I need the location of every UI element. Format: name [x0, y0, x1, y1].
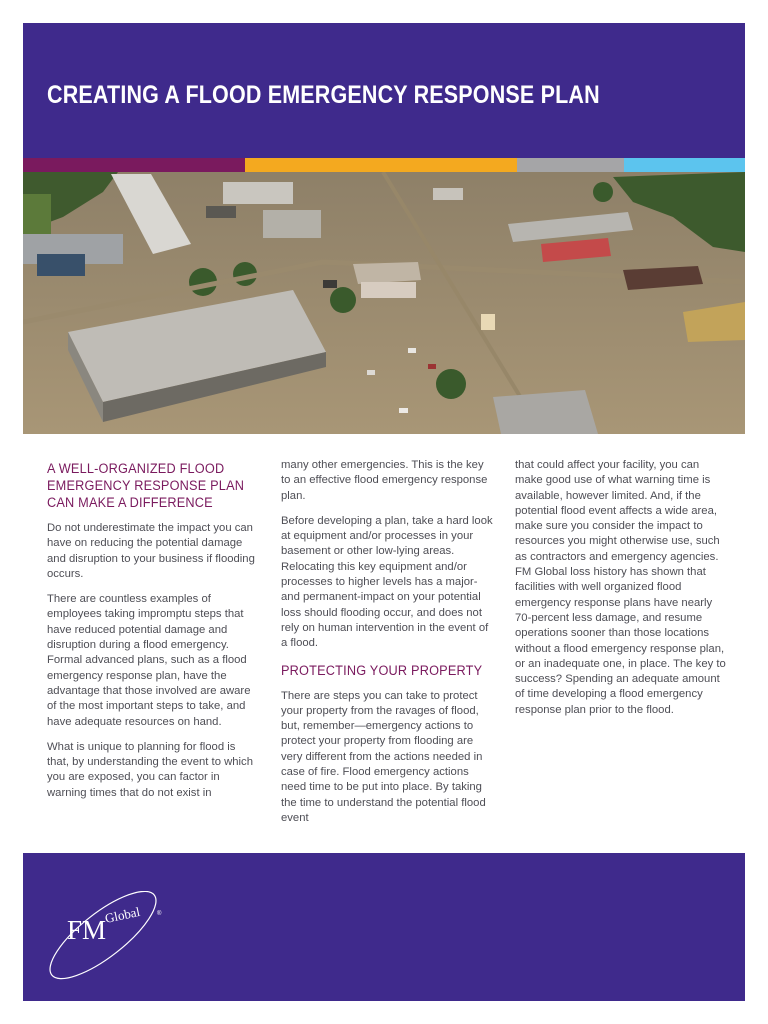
page-title: CREATING A FLOOD EMERGENCY RESPONSE PLAN [47, 81, 600, 109]
aerial-flood-photo [23, 172, 745, 434]
paragraph: many other emergencies. This is the key to an effective flood emergency response plan. [281, 459, 488, 502]
fm-global-logo-icon [45, 891, 175, 981]
stripe-gray [517, 158, 624, 172]
stripe-blue [624, 158, 745, 172]
paragraph: There are countless examples of employees taking impromptu steps that have reduced potential damage and disruption during a flood emergency. Formal advanced plans, such as a flood emergency response plan, have the advantage that those involved are aware of the most important steps to take, and have adequate resources on hand. [47, 593, 251, 728]
section-heading-protecting: PROTECTING YOUR PROPERTY [281, 662, 483, 678]
footer-banner [23, 853, 745, 1001]
column-1 [47, 460, 259, 811]
paragraph: There are steps you can take to protect your property from the ravages of flood, but, remember—emergency actions to protect your property from flooding are very different from the actions needed in case of fire. Flood emergency actions need time to be put into place. By taking the time to understand the potential flood event [281, 689, 486, 824]
flood-scene-illustration [23, 172, 745, 434]
paragraph: Before developing a plan, take a hard look at equipment and/or processes in your basement or other low-lying areas. Relocating this key equipment and/or processes to higher levels has a major-and permanent-impact on your potential loss should flooding occur, and does not rely on human intervention in the event of a flood. [281, 514, 493, 650]
paragraph: What is unique to planning for flood is that, by understanding the event to which you are exposed, you can factor in warning times that do not exist in [47, 740, 253, 799]
logo-fm-text: FM [67, 915, 107, 945]
column-2 [281, 458, 493, 836]
fm-global-logo [45, 891, 175, 986]
paragraph: that could affect your facility, you can make good use of what warning time is available, however limited. And, if the potential flood event affects a wide area, make sure you consider the impact to resources you might otherwise use, such as contractors and emergency agencies. FM Global loss history has shown that facilities with well organized flood emergency response plans have nearly 70-percent less damage, and resume operations sooner than those locations without a flood emergency response plan, or an inadequate one, in place. The key to success? Spending an adequate amount of time developing a flood emergency response plan prior to the flood. [515, 459, 726, 716]
stripe-gold [245, 158, 517, 172]
title-banner [23, 23, 745, 158]
logo-global-text: Global [103, 903, 142, 926]
paragraph: Do not underestimate the impact you can have on reducing the potential damage and disruption to your business if flooding occurs. [47, 522, 255, 580]
column-3 [515, 458, 727, 728]
logo-registered-mark: ® [157, 911, 162, 917]
section-heading-difference: A WELL-ORGANIZED FLOOD EMERGENCY RESPONSE PLAN CAN MAKE A DIFFERENCE [47, 461, 245, 510]
stripe-magenta [23, 158, 245, 172]
